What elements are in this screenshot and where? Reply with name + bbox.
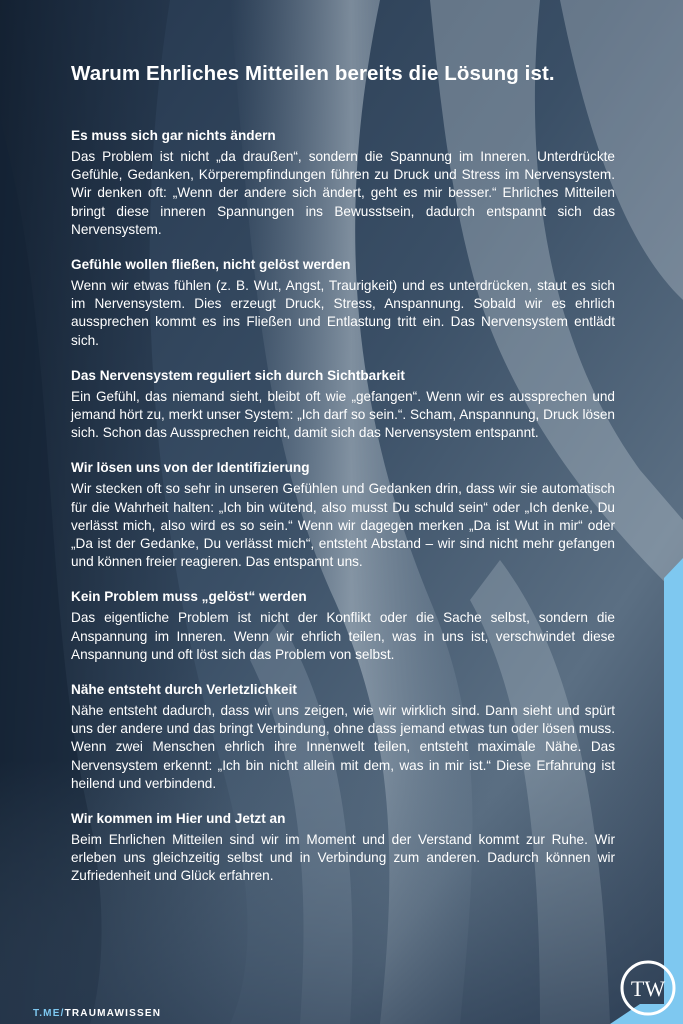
section-heading: Wir lösen uns von der Identifizierung (71, 460, 310, 476)
section-heading: Kein Problem muss „gelöst“ werden (71, 589, 307, 605)
section-text: Das Problem ist nicht „da draußen“, sondern die Spannung im Inneren. Unterdrückte Gefühle, Gedanken, Körperempfindungen führen zu Druck und Stress im Nervensystem. Wir denken oft: „Wenn der andere sich ändert, geht es mir besser.“ Ehrliches Mitteilen bringt diese inneren Spannungen ins Bewusstsein, dadurch entspannt sich das Nervensystem. (71, 149, 615, 237)
section-hier-und-jetzt (71, 811, 615, 886)
section-nervensystem-sichtbarkeit (71, 368, 615, 443)
section-heading: Gefühle wollen fließen, nicht gelöst werden (71, 257, 351, 273)
section-heading: Wir kommen im Hier und Jetzt an (71, 811, 286, 827)
logo-letters: TW (630, 976, 666, 1001)
section-text: Das eigentliche Problem ist nicht der Konflikt oder die Sache selbst, sondern die Anspannung im Inneren. Wenn wir ehrlich teilen, was in uns ist, verschwindet diese Anspannung und oft löst sich das Problem von selbst. (71, 610, 615, 662)
brand-prefix: T.ME/ (33, 1008, 65, 1019)
brand-name: TRAUMAWISSEN (64, 1008, 162, 1019)
section-es-muss-sich-gar-nichts-aendern (71, 128, 615, 239)
section-text: Wir stecken oft so sehr in unseren Gefühlen und Gedanken drin, dass wir sie automatisch für die Wahrheit halten: „Ich bin wütend, also musst Du schuld sein“ oder „Ich denke, Du verlässt mich, also wird es so sein.“ Wenn wir dagegen merken „Da ist Wut in mir“ oder „Da ist der Gedanke, Du verlässt mich“, entsteht Abstand – wir sind nicht mehr gefangen und können freier reagieren. Das entspannt uns. (71, 481, 615, 570)
section-heading: Es muss sich gar nichts ändern (71, 128, 276, 143)
section-identifizierung (71, 460, 615, 571)
section-text: Nähe entsteht dadurch, dass wir uns zeigen, wie wir wirklich sind. Dann sieht und spürt uns der andere und das bringt Verbindung, ohne dass jemand etwas tun oder lösen muss. Wenn zwei Menschen ehrlich ihre Innenwelt teilen, entsteht maximale Nähe. Das Nervensystem erkennt: „Ich bin nicht allein mit dem, was in mir ist.“ Diese Erfahrung ist heilend und verbindend. (71, 703, 615, 791)
section-text: Wenn wir etwas fühlen (z. B. Wut, Angst, Traurigkeit) und es unterdrücken, staut es sich im Nervensystem. Dies erzeugt Druck, Stress, Anspannung. Sobald wir es ehrlich aussprechen kommt es ins Fließen und Entlastung tritt ein. Das Nervensystem entlädt sich. (71, 278, 615, 348)
article (71, 62, 615, 904)
section-text: Beim Ehrlichen Mitteilen sind wir im Moment und der Verstand kommt zur Ruhe. Wir erleben uns gleichzeitig selbst und in Verbindung zum anderen. Dadurch können wir Zufriedenheit und Glück erfahren. (71, 832, 615, 884)
section-text: Ein Gefühl, das niemand sieht, bleibt oft wie „gefangen“. Wenn wir es aussprechen und jemand hört zu, merkt unser System: „Ich darf so sein.“. Scham, Anspannung, Druck lösen sich. Schon das Aussprechen reicht, damit sich das Nervensystem entspannt. (71, 388, 615, 441)
footer-brand-link[interactable] (33, 1008, 161, 1019)
section-naehe-verletzlichkeit (71, 682, 615, 793)
page-title: Warum Ehrliches Mitteilen bereits die Lösung ist. (71, 62, 555, 85)
section-heading: Das Nervensystem reguliert sich durch Sichtbarkeit (71, 367, 405, 383)
section-gefuehle-wollen-fliessen (71, 257, 615, 350)
tw-logo (618, 958, 678, 1018)
section-kein-problem-geloest (71, 589, 615, 664)
section-heading: Nähe entsteht durch Verletzlichkeit (71, 682, 297, 698)
